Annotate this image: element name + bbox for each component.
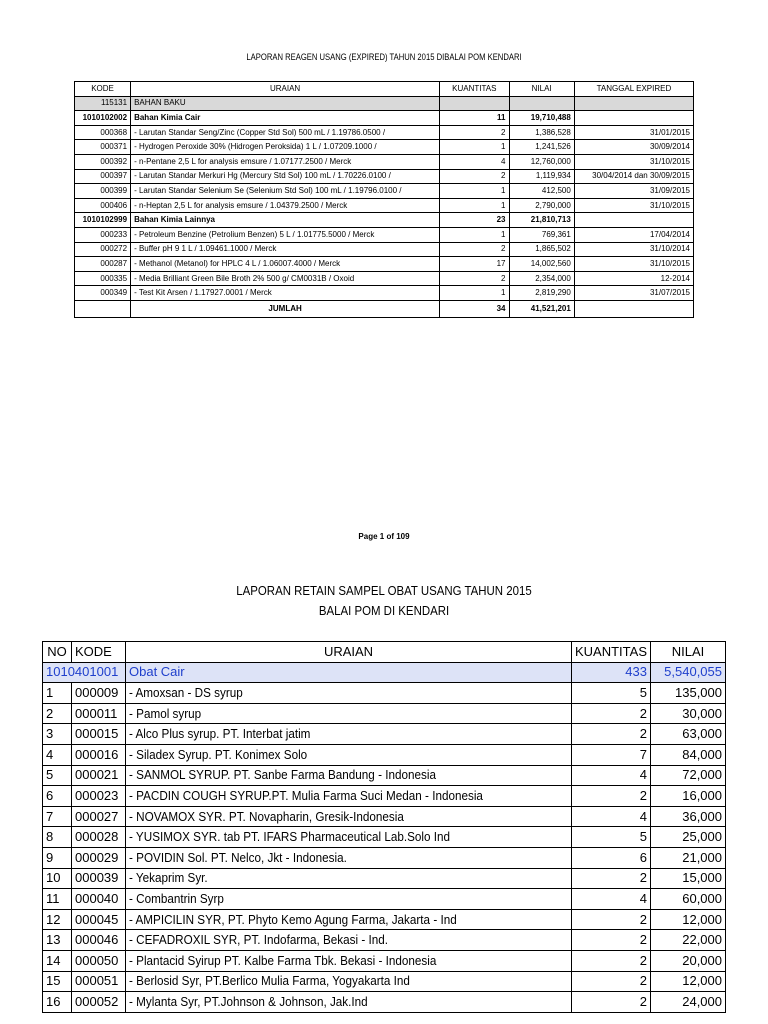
cell-no: 8 xyxy=(43,827,72,848)
cell-no: 13 xyxy=(43,930,72,951)
header-kode: KODE xyxy=(72,642,126,663)
item-description: - SANMOL SYRUP. PT. Sanbe Farma Bandung - Indonesia xyxy=(129,767,436,783)
cell-kuantitas: 4 xyxy=(572,765,651,786)
cell-kode: 000406 xyxy=(75,198,131,213)
cell-tanggal: 31/07/2015 xyxy=(574,286,693,301)
cell-kode: 000399 xyxy=(75,184,131,199)
table-row xyxy=(43,971,726,992)
cell-nilai: 21,000 xyxy=(651,847,726,868)
table-row xyxy=(75,111,694,126)
item-description: - NOVAMOX SYR. PT. Novapharin, Gresik-Indonesia xyxy=(129,808,404,824)
cell-uraian: - n-Heptan 2,5 L for analysis emsure / 1.04379.2500 / Merck xyxy=(131,198,440,213)
cell-tanggal: 30/04/2014 dan 30/09/2015 xyxy=(574,169,693,184)
cell-no: 16 xyxy=(43,992,72,1013)
item-description: - Mylanta Syr, PT.Johnson & Johnson, Jak.Ind xyxy=(129,993,368,1009)
item-description: - Yekaprim Syr. xyxy=(129,870,208,886)
table-row xyxy=(75,227,694,242)
retain-sample-table xyxy=(42,641,726,1013)
cell-uraian xyxy=(126,889,572,910)
item-description: - YUSIMOX SYR. tab PT. IFARS Pharmaceutical Lab.Solo Ind xyxy=(129,829,451,845)
group-uraian: Obat Cair xyxy=(126,662,572,683)
cell-nilai: 769,361 xyxy=(509,227,574,242)
table-row xyxy=(43,868,726,889)
cell-kuantitas: 1 xyxy=(440,140,509,155)
cell-nilai: 12,000 xyxy=(651,971,726,992)
table-row xyxy=(75,125,694,140)
cell-kuantitas: 17 xyxy=(440,257,509,272)
cell-nilai: 1,119,934 xyxy=(509,169,574,184)
cell-nilai: 2,819,290 xyxy=(509,286,574,301)
table-row xyxy=(43,765,726,786)
table-row xyxy=(75,184,694,199)
header-uraian: URAIAN xyxy=(131,82,440,97)
table-row xyxy=(75,169,694,184)
cell-nilai: 12,000 xyxy=(651,909,726,930)
cell-uraian: - Test Kit Arsen / 1.17927.0001 / Merck xyxy=(131,286,440,301)
cell-uraian xyxy=(126,703,572,724)
table-header-row xyxy=(43,642,726,663)
table-row xyxy=(43,847,726,868)
cell-nilai: 12,760,000 xyxy=(509,154,574,169)
table-row xyxy=(43,806,726,827)
cell-uraian: Bahan Kimia Cair xyxy=(131,111,440,126)
cell-kuantitas: 4 xyxy=(572,889,651,910)
cell-uraian xyxy=(126,971,572,992)
table-row xyxy=(43,827,726,848)
table-header-row xyxy=(75,82,694,97)
table-row xyxy=(43,909,726,930)
cell-kuantitas: 2 xyxy=(572,703,651,724)
table-row xyxy=(43,786,726,807)
cell-kode: 000272 xyxy=(75,242,131,257)
cell-kuantitas: 2 xyxy=(440,169,509,184)
cell-kuantitas: 2 xyxy=(572,724,651,745)
cell-kuantitas: 2 xyxy=(572,786,651,807)
total-label: JUMLAH xyxy=(131,300,440,317)
table-row xyxy=(75,242,694,257)
cell-kode: 000009 xyxy=(72,683,126,704)
cell-kode: 000046 xyxy=(72,930,126,951)
cell-kode: 000040 xyxy=(72,889,126,910)
cell-uraian: - Methanol (Metanol) for HPLC 4 L / 1.06007.4000 / Merck xyxy=(131,257,440,272)
cell-kode: 000011 xyxy=(72,703,126,724)
cell-kode: 000051 xyxy=(72,971,126,992)
total-row xyxy=(75,300,694,317)
cell-kuantitas: 2 xyxy=(572,930,651,951)
cell-kode: 000023 xyxy=(72,786,126,807)
total-kode xyxy=(75,300,131,317)
table-row xyxy=(75,286,694,301)
reagent-table xyxy=(74,81,694,318)
cell-no: 2 xyxy=(43,703,72,724)
cell-kuantitas: 1 xyxy=(440,227,509,242)
table-row xyxy=(43,724,726,745)
group-row xyxy=(43,662,726,683)
page-footer: Page 1 of 109 xyxy=(358,532,410,541)
cell-kode: 000392 xyxy=(75,154,131,169)
cell-no: 11 xyxy=(43,889,72,910)
cell-kode: 000397 xyxy=(75,169,131,184)
cell-kuantitas: 2 xyxy=(572,950,651,971)
cell-uraian: - Buffer pH 9 1 L / 1.09461.1000 / Merck xyxy=(131,242,440,257)
cell-no: 1 xyxy=(43,683,72,704)
cell-uraian xyxy=(126,806,572,827)
cell-no: 5 xyxy=(43,765,72,786)
cell-nilai: 84,000 xyxy=(651,744,726,765)
cell-nilai: 135,000 xyxy=(651,683,726,704)
table-row xyxy=(75,154,694,169)
cell-kuantitas: 4 xyxy=(440,154,509,169)
cell-nilai: 16,000 xyxy=(651,786,726,807)
cell-nilai: 2,354,000 xyxy=(509,271,574,286)
item-description: - Plantacid Syirup PT. Kalbe Farma Tbk. Bekasi - Indonesia xyxy=(129,952,437,968)
table-row xyxy=(43,992,726,1013)
cell-kuantitas: 2 xyxy=(572,909,651,930)
table-row xyxy=(75,257,694,272)
cell-nilai: 20,000 xyxy=(651,950,726,971)
header-kuantitas: KUANTITAS xyxy=(572,642,651,663)
cell-no: 15 xyxy=(43,971,72,992)
cell-kuantitas: 2 xyxy=(440,125,509,140)
cell-nilai: 25,000 xyxy=(651,827,726,848)
cell-uraian xyxy=(126,930,572,951)
table-row xyxy=(43,683,726,704)
cell-kuantitas: 5 xyxy=(572,827,651,848)
cell-nilai: 1,386,528 xyxy=(509,125,574,140)
cell-nilai: 2,790,000 xyxy=(509,198,574,213)
cell-kode: 000015 xyxy=(72,724,126,745)
cell-uraian: - Larutan Standar Merkuri Hg (Mercury Std Sol) 100 mL / 1.70226.0100 / xyxy=(131,169,440,184)
cell-no: 6 xyxy=(43,786,72,807)
cell-no: 9 xyxy=(43,847,72,868)
table-row xyxy=(75,213,694,228)
cell-uraian xyxy=(126,992,572,1013)
table-row xyxy=(75,271,694,286)
cell-uraian xyxy=(126,724,572,745)
cell-kuantitas: 2 xyxy=(572,971,651,992)
cell-tanggal: 31/10/2015 xyxy=(574,154,693,169)
cell-uraian xyxy=(126,950,572,971)
cell-tanggal: 31/10/2015 xyxy=(574,257,693,272)
cell-nilai: 60,000 xyxy=(651,889,726,910)
header-tanggal: TANGGAL EXPIRED xyxy=(574,82,693,97)
cell-kuantitas: 7 xyxy=(572,744,651,765)
table-row xyxy=(75,140,694,155)
cell-kode: 000045 xyxy=(72,909,126,930)
cell-kuantitas: 4 xyxy=(572,806,651,827)
cell-tanggal: 31/09/2015 xyxy=(574,184,693,199)
item-description: - Berlosid Syr, PT.Berlico Mulia Farma, Yogyakarta Ind xyxy=(129,973,410,989)
cell-kuantitas: 2 xyxy=(440,242,509,257)
cell-tanggal: 31/10/2014 xyxy=(574,242,693,257)
item-description: - AMPICILIN SYR, PT. Phyto Kemo Agung Farma, Jakarta - Ind xyxy=(129,911,457,927)
table-row xyxy=(75,198,694,213)
cell-kode: 000052 xyxy=(72,992,126,1013)
cell-uraian xyxy=(126,868,572,889)
cell-no: 12 xyxy=(43,909,72,930)
cell-nilai: 36,000 xyxy=(651,806,726,827)
cell-kode: 000039 xyxy=(72,868,126,889)
cell-uraian xyxy=(126,744,572,765)
cell-kuantitas: 5 xyxy=(572,683,651,704)
cell-uraian: - Larutan Standar Seng/Zinc (Copper Std Sol) 500 mL / 1.19786.0500 / xyxy=(131,125,440,140)
cell-uraian xyxy=(126,786,572,807)
item-description: - Alco Plus syrup. PT. Interbat jatim xyxy=(129,726,311,742)
table-row xyxy=(43,703,726,724)
cell-uraian xyxy=(126,827,572,848)
cell-kode: 000233 xyxy=(75,227,131,242)
cell-tanggal: 17/04/2014 xyxy=(574,227,693,242)
cell-no: 7 xyxy=(43,806,72,827)
cell-nilai: 22,000 xyxy=(651,930,726,951)
item-description: - Combantrin Syrp xyxy=(129,890,224,906)
cell-uraian: Bahan Kimia Lainnya xyxy=(131,213,440,228)
cell-no: 10 xyxy=(43,868,72,889)
cell-no: 4 xyxy=(43,744,72,765)
cell-tanggal xyxy=(574,96,693,111)
cell-nilai xyxy=(509,96,574,111)
item-description: - CEFADROXIL SYR, PT. Indofarma, Bekasi - Ind. xyxy=(129,932,389,948)
cell-uraian: - Larutan Standar Selenium Se (Selenium Std Sol) 100 mL / 1.19796.0100 / xyxy=(131,184,440,199)
group-nilai: 5,540,055 xyxy=(651,662,726,683)
report2-title-line2: BALAI POM DI KENDARI xyxy=(318,603,450,618)
table-row xyxy=(75,96,694,111)
cell-uraian xyxy=(126,909,572,930)
cell-kode: 000021 xyxy=(72,765,126,786)
cell-tanggal: 31/10/2015 xyxy=(574,198,693,213)
cell-nilai: 21,810,713 xyxy=(509,213,574,228)
cell-kuantitas: 11 xyxy=(440,111,509,126)
cell-kode: 115131 xyxy=(75,96,131,111)
cell-no: 14 xyxy=(43,950,72,971)
cell-uraian: - Petroleum Benzine (Petrolium Benzen) 5 L / 1.01775.5000 / Merck xyxy=(131,227,440,242)
header-kode: KODE xyxy=(75,82,131,97)
cell-uraian: - Hydrogen Peroxide 30% (Hidrogen Peroksida) 1 L / 1.07209.1000 / xyxy=(131,140,440,155)
header-nilai: NILAI xyxy=(651,642,726,663)
total-nilai: 41,521,201 xyxy=(509,300,574,317)
cell-nilai: 24,000 xyxy=(651,992,726,1013)
table-row xyxy=(43,930,726,951)
header-no: NO xyxy=(43,642,72,663)
cell-uraian xyxy=(126,683,572,704)
cell-tanggal: 30/09/2014 xyxy=(574,140,693,155)
header-kuantitas: KUANTITAS xyxy=(440,82,509,97)
cell-nilai: 72,000 xyxy=(651,765,726,786)
cell-tanggal: 31/01/2015 xyxy=(574,125,693,140)
cell-kode: 000029 xyxy=(72,847,126,868)
item-description: - Pamol syrup xyxy=(129,705,202,721)
cell-kode: 000028 xyxy=(72,827,126,848)
cell-nilai: 1,865,502 xyxy=(509,242,574,257)
cell-kode: 000016 xyxy=(72,744,126,765)
header-nilai: NILAI xyxy=(509,82,574,97)
cell-nilai: 19,710,488 xyxy=(509,111,574,126)
cell-nilai: 14,002,560 xyxy=(509,257,574,272)
cell-kuantitas: 1 xyxy=(440,286,509,301)
cell-kuantitas: 23 xyxy=(440,213,509,228)
cell-kode: 000050 xyxy=(72,950,126,971)
cell-kuantitas: 2 xyxy=(572,868,651,889)
cell-kode: 000368 xyxy=(75,125,131,140)
cell-kuantitas: 2 xyxy=(440,271,509,286)
total-tanggal xyxy=(574,300,693,317)
item-description: - Siladex Syrup. PT. Konimex Solo xyxy=(129,746,308,762)
cell-tanggal xyxy=(574,111,693,126)
cell-nilai: 1,241,526 xyxy=(509,140,574,155)
item-description: - POVIDIN Sol. PT. Nelco, Jkt - Indonesia. xyxy=(129,849,347,865)
cell-kuantitas: 6 xyxy=(572,847,651,868)
cell-uraian: - n-Pentane 2,5 L for analysis emsure / 1.07177.2500 / Merck xyxy=(131,154,440,169)
group-kode: 1010401001 xyxy=(43,662,126,683)
cell-kuantitas: 1 xyxy=(440,198,509,213)
cell-uraian: - Media Brilliant Green Bile Broth 2% 500 g/ CM0031B / Oxoid xyxy=(131,271,440,286)
cell-nilai: 15,000 xyxy=(651,868,726,889)
total-kuantitas: 34 xyxy=(440,300,509,317)
table-row xyxy=(43,889,726,910)
cell-nilai: 412,500 xyxy=(509,184,574,199)
table-row xyxy=(43,744,726,765)
table-row xyxy=(43,950,726,971)
report2-title-line1: LAPORAN RETAIN SAMPEL OBAT USANG TAHUN 2015 xyxy=(236,583,532,598)
cell-tanggal xyxy=(574,213,693,228)
cell-kuantitas xyxy=(440,96,509,111)
cell-uraian xyxy=(126,847,572,868)
cell-uraian: BAHAN BAKU xyxy=(131,96,440,111)
item-description: - Amoxsan - DS syrup xyxy=(129,684,243,700)
group-kuantitas: 433 xyxy=(572,662,651,683)
cell-kode: 000287 xyxy=(75,257,131,272)
cell-kode: 000027 xyxy=(72,806,126,827)
cell-kuantitas: 2 xyxy=(572,992,651,1013)
cell-tanggal: 12-2014 xyxy=(574,271,693,286)
cell-kode: 1010102002 xyxy=(75,111,131,126)
header-uraian: URAIAN xyxy=(126,642,572,663)
cell-nilai: 63,000 xyxy=(651,724,726,745)
cell-no: 3 xyxy=(43,724,72,745)
cell-kode: 000335 xyxy=(75,271,131,286)
cell-kode: 000371 xyxy=(75,140,131,155)
cell-kode: 1010102999 xyxy=(75,213,131,228)
cell-uraian xyxy=(126,765,572,786)
cell-kode: 000349 xyxy=(75,286,131,301)
cell-kuantitas: 1 xyxy=(440,184,509,199)
cell-nilai: 30,000 xyxy=(651,703,726,724)
report1-title: LAPORAN REAGEN USANG (EXPIRED) TAHUN 2015 DIBALAI POM KENDARI xyxy=(246,52,522,62)
item-description: - PACDIN COUGH SYRUP.PT. Mulia Farma Suci Medan - Indonesia xyxy=(129,787,483,803)
